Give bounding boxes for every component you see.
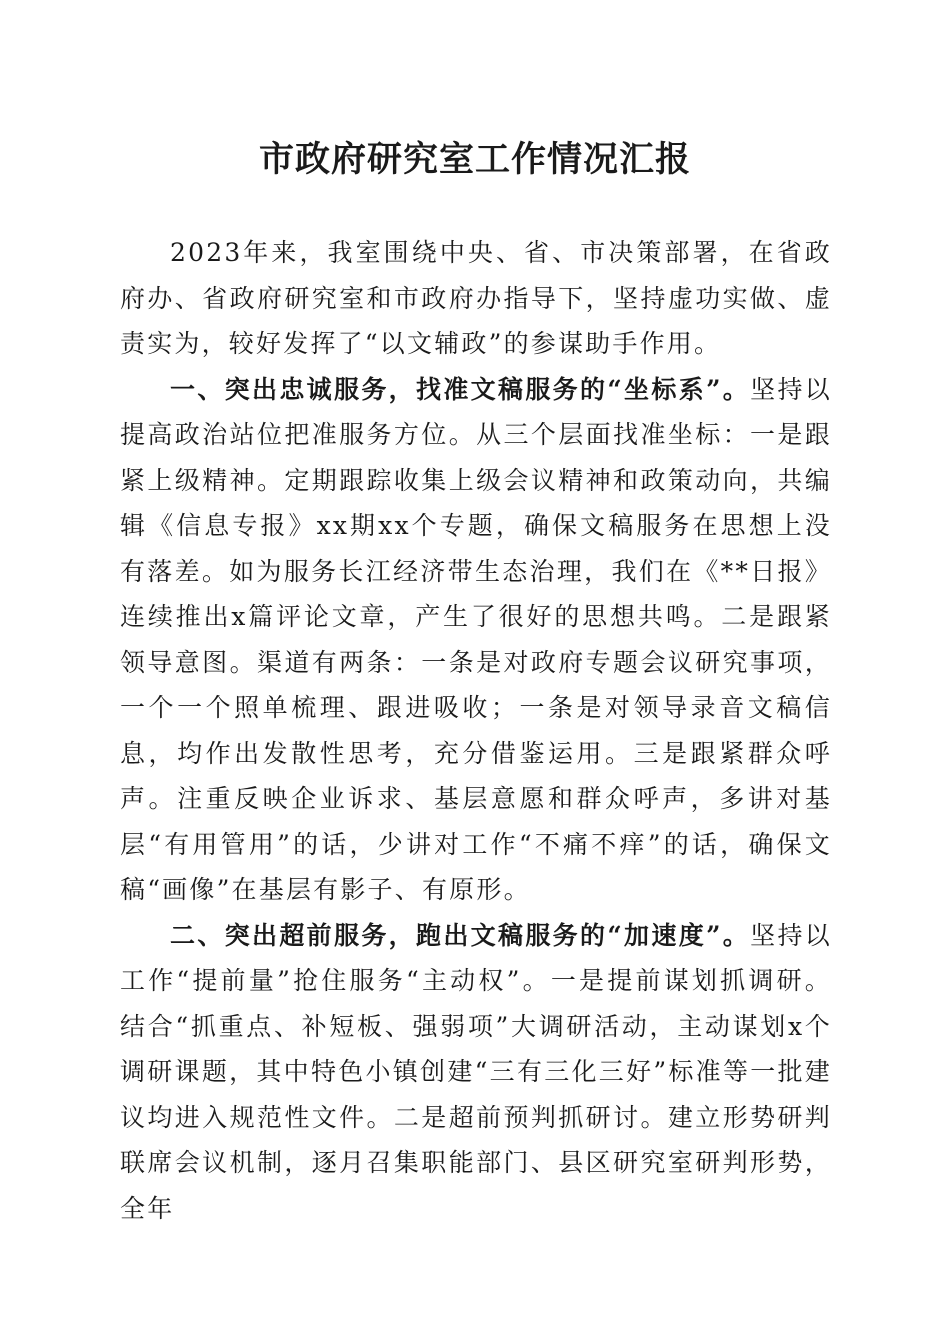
document-body xyxy=(120,230,832,1231)
document-title: 市政府研究室工作情况汇报 xyxy=(258,139,691,180)
paragraph-section-2 xyxy=(120,913,832,1232)
section-1-heading: 一、突出忠诚服务，找准文稿服务的“坐标系”。 xyxy=(170,374,751,404)
paragraph-intro xyxy=(120,230,832,367)
section-1-text: 坚持以提高政治站位把准服务方位。从三个层面找准坐标：一是跟紧上级精神。定期跟踪收集上级会议精神和政策动向，共编辑《信息专报》xx期xx个专题，确保文稿服务在思想上没有落差。如为服务长江经济带生态治理，我们在《**日报》连续推出x篇评论文章，产生了很好的思想共鸣。二是跟紧领导意图。渠道有两条：一条是对政府专题会议研究事项，一个一个照单梳理、跟进吸收；一条是对领导录音文稿信息，均作出发散性思考，充分借鉴运用。三是跟紧群众呼声。注重反映企业诉求、基层意愿和群众呼声，多讲对基层“有用管用”的话，少讲对工作“不痛不痒”的话，确保文稿“画像”在基层有影子、有原形。 xyxy=(120,374,832,904)
section-2-heading: 二、突出超前服务，跑出文稿服务的“加速度”。 xyxy=(170,920,751,950)
paragraph-section-1 xyxy=(120,367,832,913)
section-2-text: 坚持以工作“提前量”抢住服务“主动权”。一是提前谋划抓调研。结合“抓重点、补短板、强弱项”大调研活动，主动谋划x个调研课题，其中特色小镇创建“三有三化三好”标准等一批建议均进入规范性文件。二是超前预判抓研讨。建立形势研判联席会议机制，逐月召集职能部门、县区研究室研判形势，全年 xyxy=(120,920,832,1223)
paragraph-intro-text: 2023年来，我室围绕中央、省、市决策部署，在省政府办、省政府研究室和市政府办指导下，坚持虚功实做、虚责实为，较好发挥了“以文辅政”的参谋助手作用。 xyxy=(120,238,832,358)
